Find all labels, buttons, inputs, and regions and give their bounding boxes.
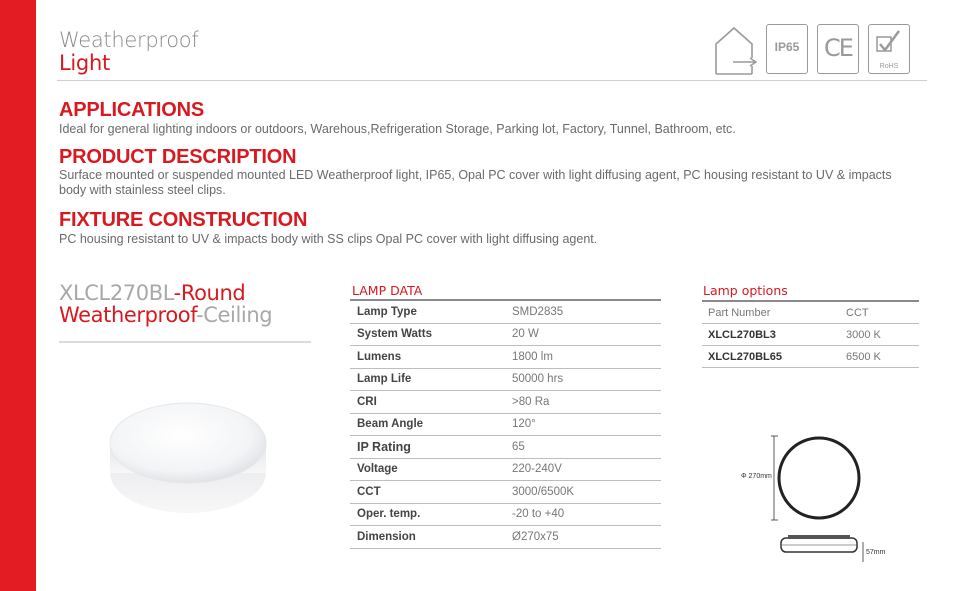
model-name-line1 xyxy=(59,281,245,305)
page-title-line2: Light xyxy=(59,51,110,75)
model-code: XLCL270BL xyxy=(59,281,174,305)
applications-text: Ideal for general lighting indoors or outdoors, Warehous,Refrigeration Storage, Parking lot, Factory, Tunnel, Bathroom, etc. xyxy=(59,122,736,136)
product-description-heading: PRODUCT DESCRIPTION xyxy=(59,146,297,168)
table-row xyxy=(350,346,661,369)
page-title-line1: Weatherproof xyxy=(59,28,199,52)
height-label: 57mm xyxy=(866,549,886,556)
table-row xyxy=(350,413,661,436)
lamp-data-table xyxy=(350,299,661,549)
spec-key: Dimension xyxy=(350,526,507,549)
table-row xyxy=(350,436,661,459)
spec-key: Lamp Life xyxy=(350,368,507,391)
spec-value: 50000 hrs xyxy=(507,368,661,391)
part-number: XLCL270BL65 xyxy=(702,346,840,368)
spec-value: Ø270x75 xyxy=(507,526,661,549)
spec-value: 120° xyxy=(507,413,661,436)
spec-value: 3000/6500K xyxy=(507,481,661,504)
model-name-line2 xyxy=(59,303,272,327)
fixture-construction-heading: FIXTURE CONSTRUCTION xyxy=(59,209,308,231)
spec-value: 1800 lm xyxy=(507,346,661,369)
product-description-text: Surface mounted or suspended mounted LED Weatherproof light, IP65, Opal PC cover with light diffusing agent, PC housing resistant to UV & impacts body with stainless steel clips. xyxy=(59,168,892,197)
spec-key: Lamp Type xyxy=(350,300,507,323)
table-row xyxy=(350,391,661,414)
spec-value: >80 Ra xyxy=(507,391,661,414)
cct-value: 3000 K xyxy=(840,324,919,346)
spec-key: System Watts xyxy=(350,323,507,346)
lamp-options-table xyxy=(702,300,919,368)
table-header-row xyxy=(702,301,919,324)
model-type: Weatherproof xyxy=(59,303,197,327)
column-header-cct: CCT xyxy=(840,301,919,324)
spec-key: CRI xyxy=(350,391,507,414)
lamp-options-title: Lamp options xyxy=(703,283,788,298)
indoor-outdoor-icon xyxy=(713,24,759,76)
spec-value: -20 to +40 xyxy=(507,503,661,526)
fixture-construction-text: PC housing resistant to UV & impacts body with SS clips Opal PC cover with light diffusing agent. xyxy=(59,232,598,246)
model-mount: -Ceiling xyxy=(196,303,273,327)
spec-value: 20 W xyxy=(507,323,661,346)
table-row xyxy=(350,481,661,504)
header-divider xyxy=(57,80,927,81)
table-row xyxy=(350,526,661,549)
ce-mark-icon xyxy=(817,24,859,74)
lamp-data-title: LAMP DATA xyxy=(352,283,423,298)
rohs-label: RoHS xyxy=(879,63,899,70)
diameter-label: Φ 270mm xyxy=(741,473,772,480)
table-row xyxy=(702,346,919,368)
lamp-product-image xyxy=(100,395,280,530)
left-accent-bar xyxy=(0,0,36,591)
model-divider xyxy=(59,341,311,343)
ip65-label: IP65 xyxy=(774,40,800,54)
spec-key: CCT xyxy=(350,481,507,504)
table-row xyxy=(350,323,661,346)
table-row xyxy=(350,503,661,526)
spec-key: Beam Angle xyxy=(350,413,507,436)
part-number: XLCL270BL3 xyxy=(702,324,840,346)
table-row xyxy=(350,458,661,481)
applications-heading: APPLICATIONS xyxy=(59,99,205,121)
spec-key: Voltage xyxy=(350,458,507,481)
model-suffix: -Round xyxy=(173,281,246,305)
spec-value: 65 xyxy=(507,436,661,459)
ce-label: CE xyxy=(824,34,852,62)
rohs-icon xyxy=(868,24,910,74)
table-row xyxy=(350,300,661,323)
spec-value: 220-240V xyxy=(507,458,661,481)
spec-key: Oper. temp. xyxy=(350,503,507,526)
spec-key: Lumens xyxy=(350,346,507,369)
ip65-icon xyxy=(766,24,808,74)
column-header-part-number: Part Number xyxy=(702,301,840,324)
spec-value: SMD2835 xyxy=(507,300,661,323)
table-row xyxy=(702,324,919,346)
cct-value: 6500 K xyxy=(840,346,919,368)
spec-key: IP Rating xyxy=(350,436,507,459)
table-row xyxy=(350,368,661,391)
